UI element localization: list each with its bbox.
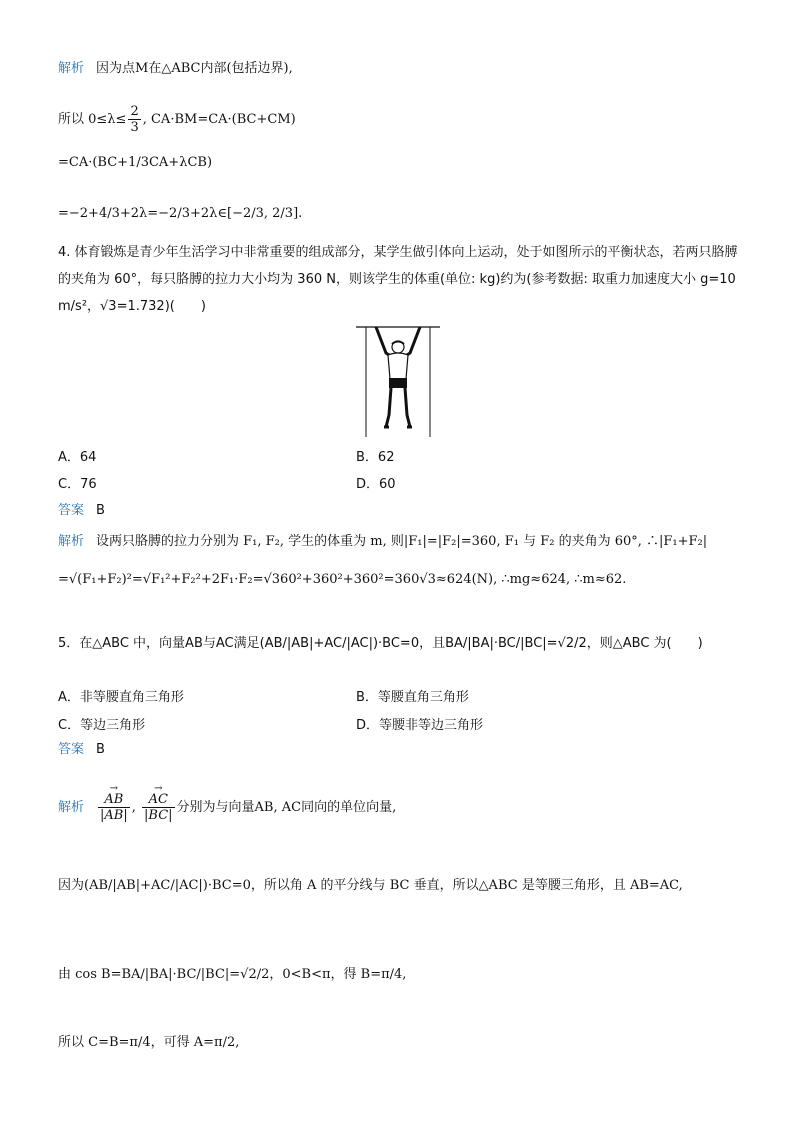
option-c: C．76 bbox=[58, 477, 97, 492]
answer-line bbox=[58, 741, 105, 759]
option-c: C．等边三角形 bbox=[58, 718, 146, 733]
solution-label: 解析 bbox=[58, 61, 85, 76]
option-a: A．非等腰直角三角形 bbox=[58, 690, 184, 705]
option-b: B．62 bbox=[356, 450, 395, 465]
solution-label: 解析 bbox=[58, 800, 85, 815]
option-a: A．64 bbox=[58, 450, 97, 465]
option-d: D．等腰非等边三角形 bbox=[356, 718, 484, 733]
solution-line bbox=[58, 533, 707, 551]
question-4-text: 4. 体育锻炼是青少年生活学习中非常重要的组成部分，某学生做引体向上运动，处于如图所示的平衡状态，若两只胳膊的夹角为 60°，每只胳膊的拉力大小均为 360 N，则该学生的体重(单位: kg)约为(参考数据: 取重力加速度大小 g=10 m/s²，√3=1.732)( ) bbox=[58, 245, 738, 314]
solution-label: 解析 bbox=[58, 534, 85, 549]
solution-line-4 bbox=[58, 205, 302, 223]
solution-text: 因为(AB/|AB|+AC/|AC|)·BC=0，所以角 A 的平分线与 BC 垂直，所以△ABC 是等腰三角形，且 AB=AC, bbox=[58, 878, 683, 893]
solution-line bbox=[58, 877, 683, 895]
fraction: → $\frac{AC}{|BC|}$ bbox=[142, 792, 175, 823]
solution-text: 设两只胳膊的拉力分别为 F₁, F₂, 学生的体重为 m, 则|F₁|=|F₂|=360, F₁ 与 F₂ 的夹角为 60°, ∴|F₁+F₂| bbox=[96, 534, 708, 549]
answer-label: 答案 bbox=[58, 503, 85, 518]
solution-line-1 bbox=[58, 60, 293, 78]
solution-line bbox=[58, 571, 626, 589]
solution-line-2: 所以 0≤λ≤ $\frac{2}{3}$ , CA·BM=CA·(BC+CM) bbox=[58, 104, 296, 135]
solution-text: 所以 C=B=π/4，可得 A=π/2, bbox=[58, 1035, 240, 1050]
answer-line bbox=[58, 502, 105, 520]
answer-value: B bbox=[96, 742, 105, 757]
option-b: B．等腰直角三角形 bbox=[356, 690, 469, 705]
fraction: → $\frac{AB}{|AB|}$ bbox=[98, 792, 130, 823]
solution-text: 由 cos B=BA/|BA|·BC/|BC|=√2/2，0<B<π，得 B=π/4, bbox=[58, 967, 407, 982]
vector-expression: CA·BM=CA·(BC+CM) bbox=[150, 112, 296, 127]
fraction: $\frac{2}{3}$ bbox=[130, 104, 139, 135]
solution-line-3 bbox=[58, 154, 212, 172]
solution-text: =√(F₁+F₂)²=√F₁²+F₂²+2F₁·F₂=√360²+360²+360²=360√3≈624(N), ∴mg≈624, ∴m≈62. bbox=[58, 572, 627, 587]
solution-line: 解析 → $\frac{AB}{|AB|}$ , → $\frac{AC}{|BC|}$ 分别为与向量AB, AC同向的单位向量, bbox=[58, 792, 396, 823]
vector-expression: =CA·(BC+1/3CA+λCB) bbox=[58, 155, 213, 170]
option-d: D．60 bbox=[356, 477, 396, 492]
solution-text: 分别为与向量AB, AC同向的单位向量, bbox=[176, 800, 397, 815]
question-5-text: 5．在△ABC 中，向量AB与AC满足(AB/|AB|+AC/|AC|)·BC=0，且BA/|BA|·BC/|BC|=√2/2，则△ABC 为( ) bbox=[58, 636, 703, 651]
answer-label: 答案 bbox=[58, 742, 85, 757]
solution-line bbox=[58, 966, 406, 984]
solution-text: 因为点M在△ABC内部(包括边界), bbox=[96, 61, 293, 76]
pull-up-figure bbox=[356, 323, 440, 437]
answer-value: B bbox=[96, 503, 105, 518]
solution-line bbox=[58, 1034, 239, 1052]
equation: =−2+4/3+2λ=−2/3+2λ∈[−2/3, 2/3]. bbox=[58, 206, 303, 221]
